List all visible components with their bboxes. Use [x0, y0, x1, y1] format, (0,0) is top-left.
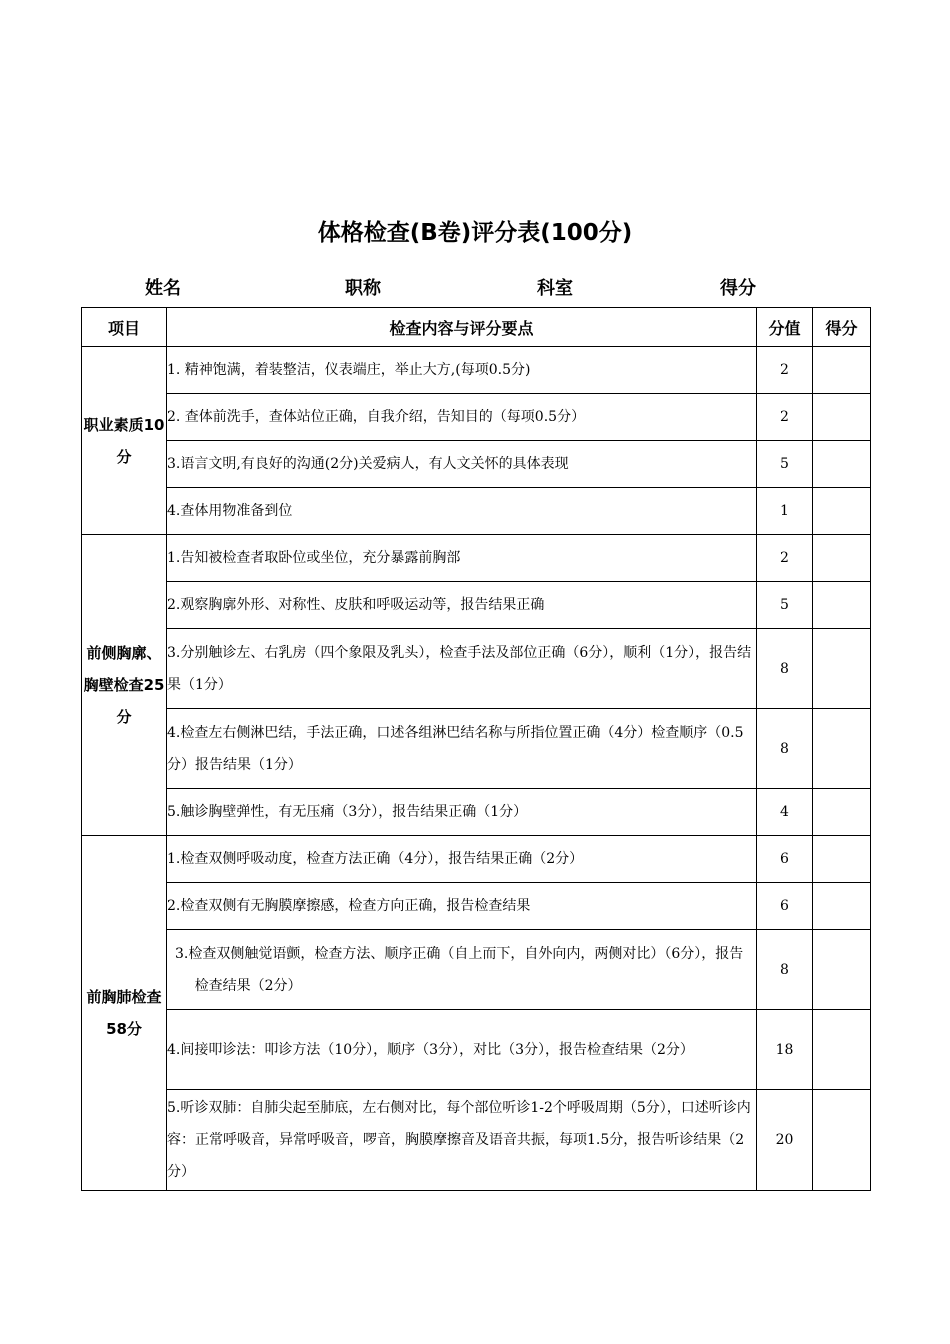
category-lung	[82, 836, 167, 1191]
table-row	[82, 930, 871, 1010]
header-points: 分值	[757, 308, 813, 347]
name-label: 姓名	[145, 278, 181, 299]
category-chest-wall	[82, 535, 167, 836]
table-row	[82, 789, 871, 836]
criterion-text: 2. 查体前洗手，查体站位正确，自我介绍，告知目的（每项0.5分）	[167, 394, 757, 441]
score-cell[interactable]	[813, 883, 871, 930]
criterion-text: 3.检查双侧触觉语颤，检查方法、顺序正确（自上而下，自外向内，两侧对比）（6分），报告检查结果（2分）	[167, 930, 757, 1010]
points-value: 20	[757, 1090, 813, 1191]
criterion-text: 3.分别触诊左、右乳房（四个象限及乳头），检查手法及部位正确（6分），顺利（1分），报告结果（1分）	[167, 629, 757, 709]
criterion-text: 5.触诊胸壁弹性，有无压痛（3分），报告结果正确（1分）	[167, 789, 757, 836]
table-row	[82, 629, 871, 709]
table-row	[82, 488, 871, 535]
header-item: 项目	[82, 308, 167, 347]
score-cell[interactable]	[813, 441, 871, 488]
criterion-text: 5.听诊双肺：自肺尖起至肺底，左右侧对比，每个部位听诊1-2个呼吸周期（5分），口述听诊内容：正常呼吸音，异常呼吸音，啰音，胸膜摩擦音及语音共振，每项1.5分，报告听诊结果（2分）	[167, 1090, 757, 1191]
points-value: 6	[757, 883, 813, 930]
table-row	[82, 535, 871, 582]
points-value: 8	[757, 629, 813, 709]
category-professional	[82, 347, 167, 535]
points-value: 2	[757, 535, 813, 582]
table-row	[82, 582, 871, 629]
points-value: 8	[757, 709, 813, 789]
points-value: 5	[757, 441, 813, 488]
table-row	[82, 1090, 871, 1191]
table-row	[82, 709, 871, 789]
points-value: 6	[757, 836, 813, 883]
criterion-text: 1. 精神饱满，着装整洁，仪表端庄，举止大方,(每项0.5分)	[167, 347, 757, 394]
scoring-table	[81, 307, 871, 1191]
criterion-text: 3.语言文明,有良好的沟通(2分)关爱病人，有人文关怀的具体表现	[167, 441, 757, 488]
job-title-label: 职称	[345, 278, 381, 299]
table-row	[82, 347, 871, 394]
category-label: 职业素质10分	[83, 415, 165, 466]
points-value: 2	[757, 347, 813, 394]
criterion-text: 4.检查左右侧淋巴结，手法正确，口述各组淋巴结名称与所指位置正确（4分）检查顺序（0.5分）报告结果（1分）	[167, 709, 757, 789]
score-cell[interactable]	[813, 629, 871, 709]
points-value: 18	[757, 1010, 813, 1090]
score-cell[interactable]	[813, 1090, 871, 1191]
score-cell[interactable]	[813, 394, 871, 441]
points-value: 5	[757, 582, 813, 629]
points-value: 2	[757, 394, 813, 441]
score-cell[interactable]	[813, 535, 871, 582]
score-cell[interactable]	[813, 930, 871, 1010]
score-cell[interactable]	[813, 488, 871, 535]
header-content: 检查内容与评分要点	[167, 308, 757, 347]
department-label: 科室	[537, 278, 573, 299]
score-cell[interactable]	[813, 1010, 871, 1090]
category-label: 前侧胸廓、胸壁检查25分	[83, 644, 165, 726]
total-score-label: 得分	[720, 278, 756, 299]
score-cell[interactable]	[813, 347, 871, 394]
criterion-text: 4.查体用物准备到位	[167, 488, 757, 535]
points-value: 4	[757, 789, 813, 836]
table-row	[82, 883, 871, 930]
category-label: 前胸肺检查58分	[86, 988, 162, 1038]
score-cell[interactable]	[813, 836, 871, 883]
header-row	[82, 308, 871, 347]
criterion-text: 4.间接叩诊法：叩诊方法（10分），顺序（3分），对比（3分），报告检查结果（2分）	[167, 1010, 757, 1090]
score-cell[interactable]	[813, 789, 871, 836]
table-row	[82, 394, 871, 441]
points-value: 1	[757, 488, 813, 535]
points-value: 8	[757, 930, 813, 1010]
table-row	[82, 836, 871, 883]
criterion-text: 1.告知被检查者取卧位或坐位，充分暴露前胸部	[167, 535, 757, 582]
table-row	[82, 441, 871, 488]
score-cell[interactable]	[813, 582, 871, 629]
table-row	[82, 1010, 871, 1090]
criterion-text: 1.检查双侧呼吸动度，检查方法正确（4分），报告结果正确（2分）	[167, 836, 757, 883]
page-title: 体格检查(B卷)评分表(100分)	[317, 220, 633, 246]
score-cell[interactable]	[813, 709, 871, 789]
header-score: 得分	[813, 308, 871, 347]
criterion-text: 2.检查双侧有无胸膜摩擦感，检查方向正确，报告检查结果	[167, 883, 757, 930]
criterion-text: 2.观察胸廓外形、对称性、皮肤和呼吸运动等，报告结果正确	[167, 582, 757, 629]
